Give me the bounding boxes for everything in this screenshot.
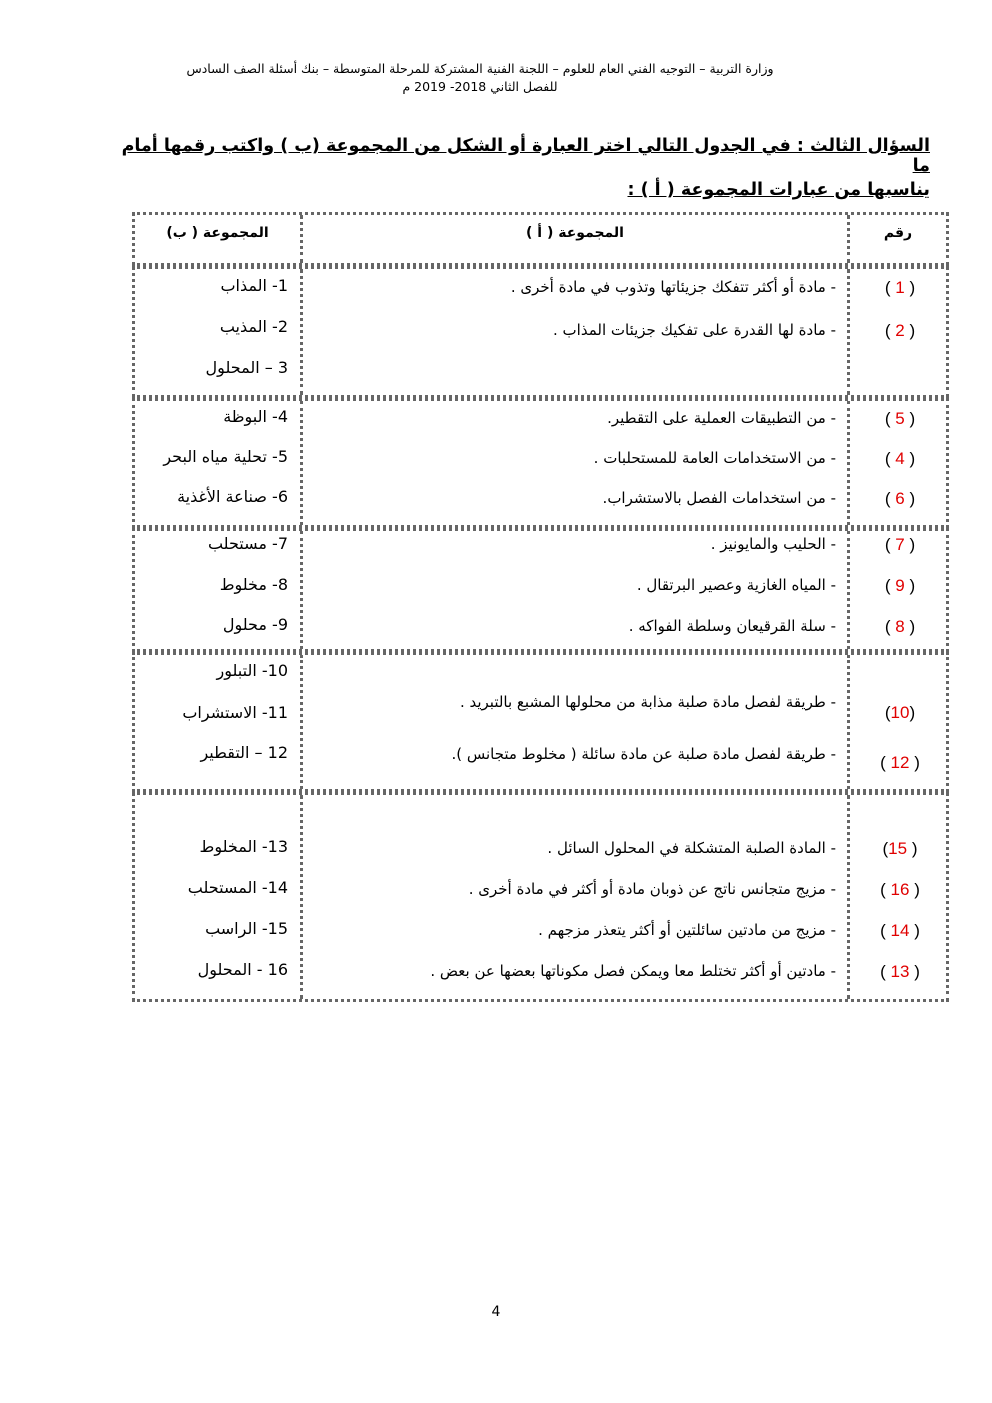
answer-number: ( 13 ) (880, 962, 920, 981)
group-a-statement: - طريقة لفصل مادة صلبة مذابة من محلولها المشبع بالتبريد . (459, 693, 836, 711)
header-group-a: المجموعة ( أ ) (526, 225, 624, 241)
answer-number: (10) (884, 703, 916, 722)
header-group-b: المجموعة ( ب) (166, 225, 269, 241)
group-a-statement: - المادة الصلبة المتشكلة في المحلول السائل . (547, 839, 836, 857)
answer-number: ( 4 ) (884, 449, 916, 468)
group-b-item: 12 – التقطير (200, 743, 288, 762)
group-a-statement: - المياه الغازية وعصير البرتقال . (636, 576, 836, 594)
answer-number: ( 16 ) (880, 880, 920, 899)
answer-number: ( 14 ) (880, 921, 920, 940)
header-line-2: للفصل الثاني 2018- 2019 م (402, 79, 558, 94)
group-a-statement: - مادتين أو أكثر تختلط معا ويمكن فصل مكوناتها بعضها عن بعض . (430, 962, 836, 980)
group-b-item: 5- تحلية مياه البحر (163, 447, 288, 466)
answer-number: ( 12 ) (880, 753, 920, 772)
group-b-item: 3 – المحلول (205, 358, 288, 377)
group-b-item: 8- مخلوط (219, 575, 288, 594)
page-number: 4 (491, 1304, 501, 1320)
group-b-item: 7- مستحلب (207, 534, 288, 553)
group-b-item: 9- محلول (222, 615, 288, 634)
table-section-4 (132, 652, 949, 792)
group-a-statement: - طريقة لفصل مادة صلبة عن مادة سائلة ( مخلوط متجانس ). (451, 745, 836, 763)
answer-number: ( 6 ) (884, 489, 916, 508)
group-a-statement: - مزيج من مادتين سائلتين أو أكثر يتعذر مزجهم . (538, 921, 836, 939)
answer-number: ( 5 ) (884, 409, 916, 428)
group-b-item: 15- الراسب (205, 919, 288, 938)
group-a-statement: - من استخدامات الفصل بالاستشراب. (602, 489, 836, 507)
group-b-item: 13- المخلوط (199, 837, 288, 856)
answer-number: ( 1 ) (884, 278, 916, 297)
group-b-item: 4- البوظة (223, 407, 288, 426)
table-section-3 (132, 528, 949, 652)
answer-number: ( 7 ) (884, 535, 916, 554)
question-title-line-1: السؤال الثالث : في الجدول التالي اختر العبارة أو الشكل من المجموعة (ب ) واكتب رقمها أمام ما (121, 136, 930, 176)
group-b-item: 1- المذاب (220, 276, 288, 295)
header-line-1: وزارة التربية – التوجيه الفني العام للعلوم – اللجنة الفنية المشتركة للمرحلة المتوسطة – بنك أسئلة الصف السادس (186, 61, 774, 76)
group-a-statement: - سلة القرقيعان وسلطة الفواكه . (628, 617, 836, 635)
answer-number: ( 9 ) (884, 576, 916, 595)
group-b-item: 10- التبلور (216, 661, 288, 680)
group-a-statement: - من الاستخدامات العامة للمستحلبات . (593, 449, 836, 467)
group-b-item: 14- المستحلب (187, 878, 288, 897)
group-a-statement: - مادة لها القدرة على تفكيك جزيئات المذاب . (553, 321, 836, 339)
answer-number: ( 8 ) (884, 617, 916, 636)
group-b-item: 2- المذيب (219, 317, 288, 336)
answer-number: (15 ) (882, 839, 918, 858)
table-section-5 (132, 792, 949, 1002)
group-a-statement: - الحليب والمايونيز . (710, 535, 836, 553)
answer-number: ( 2 ) (884, 321, 916, 340)
group-b-item: 6- صناعة الأغذية (177, 487, 288, 506)
group-a-statement: - مادة أو أكثر تتفكك جزيئاتها وتذوب في مادة أخرى . (510, 278, 836, 296)
header-number: رقم (883, 225, 913, 241)
table-section-1 (132, 266, 949, 398)
table-header-row (132, 212, 949, 266)
group-a-statement: - من التطبيقات العملية على التقطير. (607, 409, 836, 427)
group-b-item: 16 - المحلول (197, 960, 288, 979)
group-b-item: 11- الاستشراب (182, 703, 288, 722)
table-section-2 (132, 398, 949, 528)
question-title-line-2: يناسبها من عبارات المجموعة ( أ ) : (627, 180, 930, 200)
group-a-statement: - مزيج متجانس ناتج عن ذوبان مادة أو أكثر في مادة أخرى . (468, 880, 836, 898)
